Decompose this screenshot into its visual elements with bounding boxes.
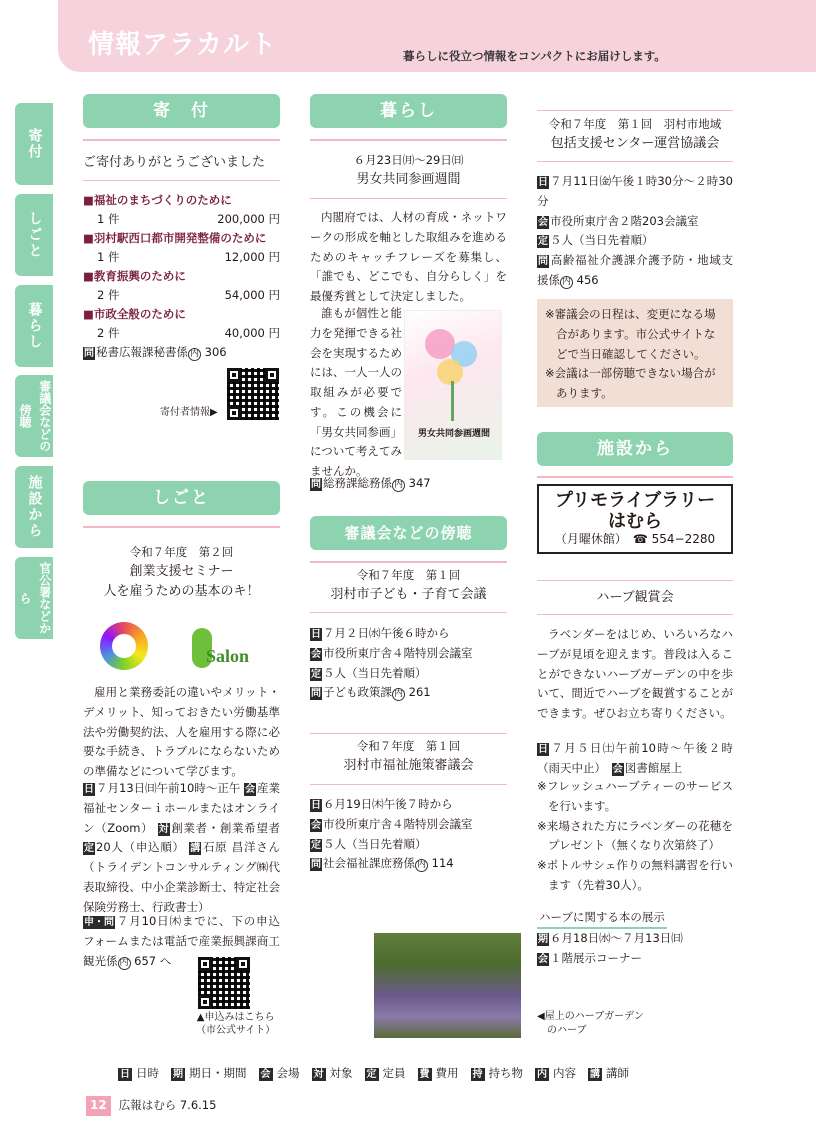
publication-name: 広報はむら 7.6.15 <box>118 1098 217 1113</box>
meeting2-details: 日 ６月19日㈭午後７時から 会 市役所東庁舎４階特別会議室 定 ５人（当日先着順） 問 社会福祉課庶務係 内 114 <box>311 797 473 871</box>
venue-mark-icon: 会 <box>245 784 256 795</box>
date-mark-icon: 日 <box>311 800 321 811</box>
meeting1-heading: 令和７年度 第１回 羽村市子ども・子育て会議 <box>330 568 487 602</box>
target-mark-icon: 対 <box>158 823 169 835</box>
shigoto-details: 日 ７月13日㈰午前10時～正午 会 産業福祉センターｉホールまたはオンライン（Zoom） 対 創業者・創業希望者 定 20人（申込順） 講 石原 昌洋さん（トライデントコンサルティング㈱代表取締役、中小企業診断士、特定社会保険労務士、行政書士） <box>83 781 281 914</box>
tab-kifu[interactable]: 寄付 <box>15 103 53 185</box>
legend-item: 期 期日・期間 <box>173 1066 247 1080</box>
kifu-contact: 問 秘書広報課秘書係 内 306 <box>84 345 227 359</box>
herb-event-title: ハーブ観賞会 <box>596 590 674 605</box>
venue-mark-icon: 会 <box>612 763 623 775</box>
icon-legend <box>118 1064 629 1083</box>
legend-item: 定 定員 <box>366 1066 406 1080</box>
apply-mark-icon: 申・問 <box>84 917 114 928</box>
contact-mark-icon: 問 <box>84 348 94 359</box>
shigoto-body: 雇用と業務委託の違いやメリット・デメリット、知っておきたい労働基準法や労働契約法、人を雇用する際に必要な手続き、トラブルにならないための準備などについて学びます。 <box>83 685 280 779</box>
capacity-mark-icon: 定 <box>538 236 548 248</box>
kifu-heading-1: ■福祉のまちづくりのために <box>83 193 232 207</box>
capacity-mark-icon: 定 <box>84 843 94 855</box>
meeting1-details: 日 ７月２日㈬午後６時から 会 市役所東庁舎４階特別会議室 定 ５人（当日先着順） 問 子ども政策課 内 261 <box>311 626 473 700</box>
divider <box>83 139 280 141</box>
kifu-qr-label: 寄付者情報▶ <box>160 407 218 418</box>
certification-logo <box>100 622 148 670</box>
legend-item: 講 講師 <box>590 1066 629 1080</box>
section-shisetsu-header: 施設から <box>537 432 733 466</box>
divider <box>537 614 733 615</box>
extension-icon: 内 <box>561 276 571 287</box>
kurashi-heading: ６月23日㈪～29日㈰ 男女共同参画週間 <box>353 153 464 187</box>
tab-shisetsu[interactable]: 施設から <box>15 466 53 548</box>
exhibit-title: ハーブに関する本の展示 <box>537 908 667 929</box>
kurashi-poster: 男女共同参画週間 <box>404 310 502 460</box>
divider <box>310 198 507 199</box>
extension-icon: 内 <box>416 860 426 871</box>
capacity-mark-icon: 定 <box>311 839 321 851</box>
herb-notes: ※フレッシュハーブティーのサービスを行います。 ※来場された方にラベンダーの花穂をプレゼント（無くなり次第終了） ※ポトルサシェ作りの無料講習を行います（先着30人）。 <box>537 779 733 892</box>
section-kurashi-header: 暮らし <box>310 94 507 128</box>
herb-details: 日 ７月５日㈯午前10時～午後２時（雨天中止） 会 図書館屋上 <box>537 741 733 775</box>
legend-item: 会 会場 <box>260 1066 300 1080</box>
section-shingikai-header: 審議会などの傍聴 <box>310 516 507 550</box>
tab-kurashi[interactable]: 暮らし <box>15 285 53 367</box>
divider <box>83 180 280 181</box>
legend-item: 日 日時 <box>120 1066 159 1080</box>
venue-mark-icon: 会 <box>311 648 321 660</box>
herb-body: ラベンダーをはじめ、いろいろなハーブが見頃を迎えます。普段は入ることができないハーブガーデンの中を歩いて、間近でハーブを観賞することができます。ぜひお立ち寄りください。 <box>537 627 733 721</box>
exhibit-details: 期 ６月18日㈬～７月13日㈰ 会 １階展示コーナー <box>538 931 683 965</box>
kifu-heading-4: ■市政全般のために <box>83 307 186 321</box>
divider <box>310 733 507 734</box>
date-mark-icon: 日 <box>538 177 548 188</box>
legend-item: 対 対象 <box>313 1066 353 1080</box>
divider <box>537 110 733 111</box>
kifu-amount-4: 40,000 円 <box>224 326 280 340</box>
divider <box>310 784 507 785</box>
herb-garden-photo <box>374 933 521 1038</box>
divider <box>310 139 507 141</box>
kifu-count-3: 2 件 <box>97 288 120 302</box>
kifu-amount-3: 54,000 円 <box>224 288 280 302</box>
legend-item: 費 費用 <box>419 1066 459 1080</box>
venue-mark-icon: 会 <box>538 216 548 228</box>
kifu-amount-2: 12,000 円 <box>224 250 280 264</box>
contact-mark-icon: 問 <box>538 256 548 268</box>
tab-shigoto[interactable]: しごと <box>15 194 53 276</box>
divider <box>537 580 733 581</box>
extension-icon: 内 <box>119 957 129 968</box>
divider <box>83 526 280 528</box>
extension-icon: 内 <box>393 480 403 490</box>
section-shigoto-header: しごと <box>83 481 280 515</box>
divider <box>310 612 507 613</box>
extension-icon: 内 <box>189 349 199 359</box>
kifu-count-4: 2 件 <box>97 326 120 340</box>
salon-logo: Salon <box>192 628 268 668</box>
kifu-count-2: 1 件 <box>97 250 120 264</box>
extension-icon: 内 <box>393 689 403 700</box>
meeting3-heading: 令和７年度 第１回 羽村市地域 包括支援センター運営協議会 <box>548 117 722 151</box>
library-name-box: プリモライブラリー はむら （月曜休館） ☎ 554−2280 <box>537 484 733 554</box>
date-mark-icon: 日 <box>538 744 548 755</box>
tab-shingikai[interactable]: 審議会などの傍聴 <box>15 375 53 457</box>
page-title: 情報アラカルト <box>88 30 278 60</box>
page-number: 12 <box>86 1096 111 1116</box>
legend-item: 内 内容 <box>537 1066 576 1080</box>
kifu-count-1: 1 件 <box>97 212 120 226</box>
venue-mark-icon: 会 <box>311 819 321 831</box>
shigoto-apply: 申・問 ７月10日㈭までに、下の申込フォームまたは電話で産業振興課商工観光係 内 657 へ <box>83 914 280 968</box>
legend-item: 持 持ち物 <box>472 1066 523 1080</box>
tab-kanko[interactable]: 官公署などから <box>15 557 53 639</box>
meeting3-details: 日 ７月11日㈮午後１時30分～２時30分 会 市役所東庁舎２階203会議室 定 ５人（当日先着順） 問 高齢福祉介護課介護予防・地域支援係 内 456 <box>537 174 733 287</box>
kifu-heading-3: ■教育振興のために <box>83 269 186 283</box>
divider <box>310 561 507 563</box>
contact-mark-icon: 問 <box>311 688 321 700</box>
kurashi-contact: 問 総務課総務係 内 347 <box>311 476 431 490</box>
shigoto-qr-caption: ▲申込みはこちら （市公式サイト） <box>196 1012 276 1036</box>
photo-caption: ◀屋上のハーブガーデン のハーブ <box>537 1011 644 1036</box>
contact-mark-icon: 問 <box>311 859 321 871</box>
lecturer-mark-icon: 講 <box>190 843 201 855</box>
contact-mark-icon: 問 <box>311 479 321 490</box>
shigoto-qr-code[interactable] <box>198 957 250 1009</box>
shigoto-heading: 令和７年度 第２回 創業支援セミナー 人を雇うための基本のキ！ <box>103 545 260 599</box>
shingikai-notes: ※審議会の日程は、変更になる場合があります。市公式サイトなどで当日確認してください。 ※会議は一部傍聴できない場合があります。 <box>537 299 733 407</box>
date-mark-icon: 日 <box>311 629 321 640</box>
kurashi-body-1: 内閣府では、人材の育成・ネットワークの形成を軸とした取組みを進めるためのキャッチフレーズを募集し、「誰でも、どこでも、自分らしく」を最優秀賞として決定しました。 <box>310 210 507 304</box>
page-footer <box>86 1096 216 1116</box>
venue-mark-icon: 会 <box>538 953 548 965</box>
section-kifu-header: 寄 付 <box>83 94 280 128</box>
divider <box>537 476 733 478</box>
page-subtitle: 暮らしに役立つ情報をコンパクトにお届けします。 <box>403 49 666 63</box>
meeting2-heading: 令和７年度 第１回 羽村市福祉施策審議会 <box>343 739 474 773</box>
kifu-amount-1: 200,000 円 <box>217 212 280 226</box>
kifu-thanks: ご寄付ありがとうございました <box>83 155 266 170</box>
capacity-mark-icon: 定 <box>311 668 321 680</box>
kifu-heading-2: ■羽村駅西口都市開発整備のために <box>83 231 267 245</box>
divider <box>537 161 733 162</box>
period-mark-icon: 期 <box>538 934 548 945</box>
kurashi-body-2: 誰もが個性と能力を発揮できる社会を実現するためには、一人一人の取組みが必要です。この機会に「男女共同参画」について考えてみませんか。 <box>310 306 402 479</box>
kifu-qr-code[interactable] <box>227 368 279 420</box>
date-mark-icon: 日 <box>84 784 94 795</box>
